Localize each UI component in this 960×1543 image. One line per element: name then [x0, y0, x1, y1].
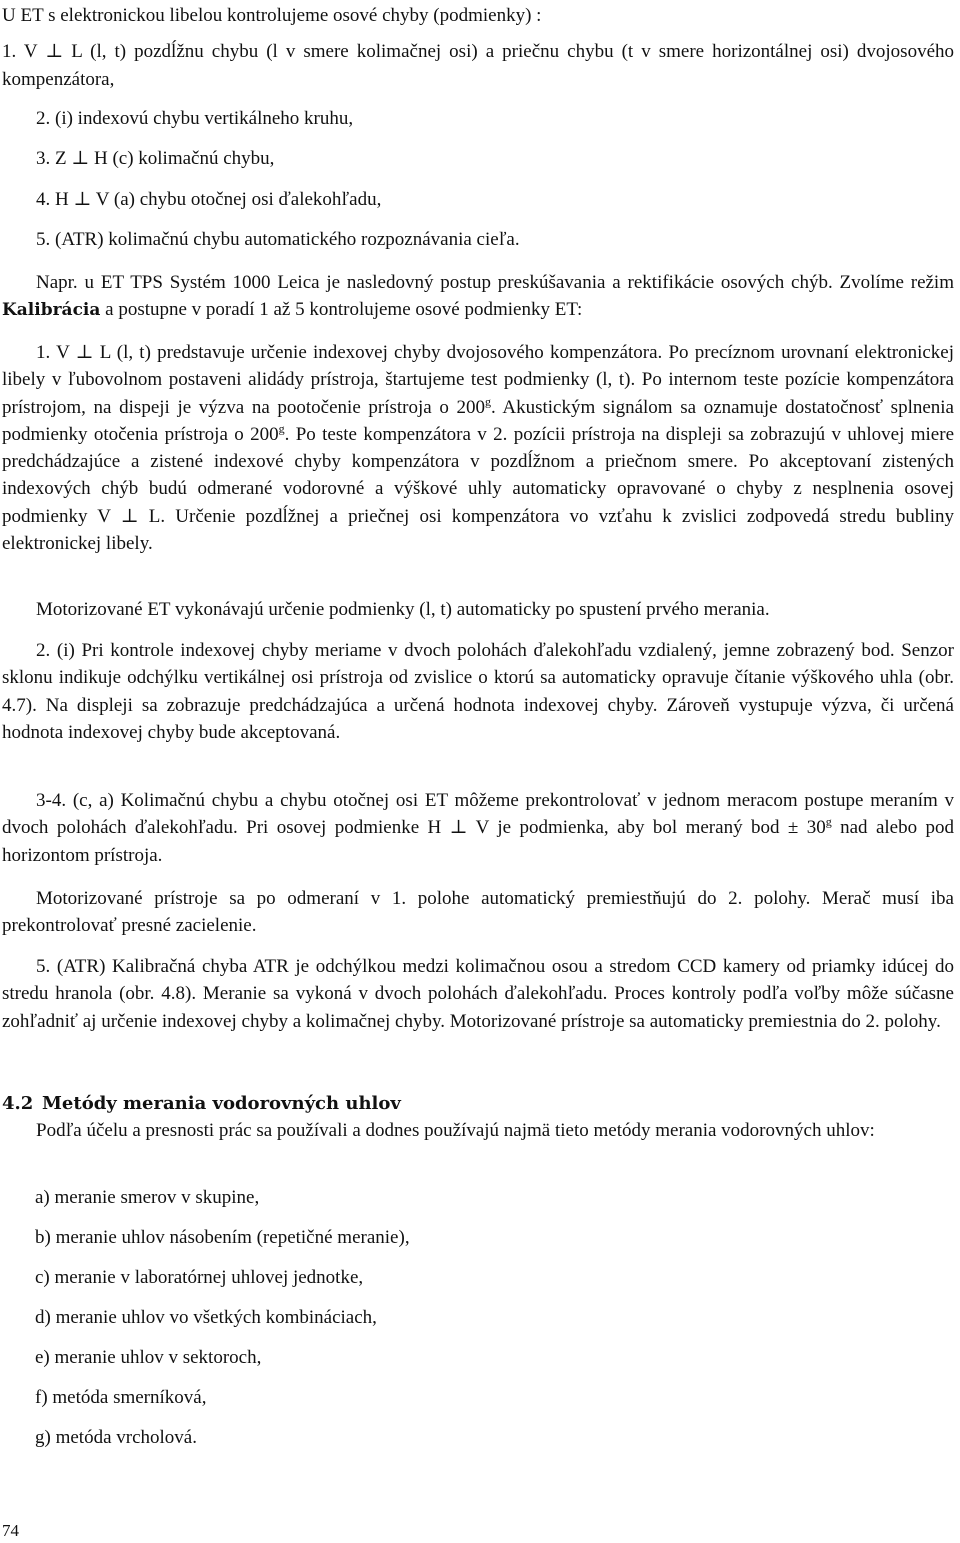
napr-paragraph: Napr. u ET TPS Systém 1000 Leica je nasledovný postup preskúšavania a rektifikácie osových chýb. Zvolíme režim Kalibrácia a postupne v poradí 1 až 5 kontrolujeme osové podmienky ET: — [2, 272, 954, 321]
condition-1 — [2, 38, 954, 94]
section-5-paragraph: 5. (ATR) Kalibračná chyba ATR je odchýlkou medzi kolimačnou osou a stredom CCD kamery od priamky idúcej do stredu hranola (obr. 4.8). Meranie sa vykoná v dvoch polohách ďalekohľadu. Proces kontroly podľa voľby môže súčasne zohľadniť aj určenie indexovej chyby a kolimačnej chyby. Motorizované prístroje sa automaticky premiestnia do 2. polohy. — [2, 956, 954, 1032]
section-3-4-paragraph: 3-4. (c, a) Kolimačnú chybu a chybu otočnej osi ET môžeme prekontrolovať v jednom meracom postupe meraním v dvoch polohách ďalekohľadu. Pri osovej podmienke H ⊥ V je podmienka, aby bol meraný bod ± $30^g$ nad alebo pod horizontom prístroja. — [2, 790, 955, 866]
section-heading-number: 4.2 — [2, 1093, 34, 1114]
intro-line: U ET s elektronickou libelou kontrolujeme osové chyby (podmienky) : — [2, 5, 542, 26]
methods-intro: Podľa účelu a presnosti prác sa používali a dodnes používajú najmä tieto metódy merania vodorovných uhlov: — [36, 1120, 875, 1141]
method-a: a) meranie smerov v skupine, — [35, 1187, 260, 1208]
method-f: f) metóda smerníková, — [35, 1387, 207, 1408]
method-d: d) meranie uhlov vo všetkých kombináciach, — [35, 1307, 377, 1328]
section-2-paragraph: 2. (i) Pri kontrole indexovej chyby meriame v dvoch polohách ďalekohľadu vzdialený, jemne zobrazený bod. Senzor sklonu indikuje odchýlku vertikálnej osi prístroja od zvislice o ktorú sa automaticky opravuje čítanie výškového uhla (obr. 4.7). Na displeji sa zobrazuje predchádzajúca a určená hodnota indexovej chyby. Zároveň vystupuje výzva, či určená hodnota indexovej chyby bude akceptovaná. — [2, 640, 954, 743]
section-heading — [2, 1090, 401, 1117]
condition-2: 2. (i) indexovú chybu vertikálneho kruhu, — [36, 108, 354, 129]
condition-1-text: 1. V ⊥ L (l, t) pozdĺžnu chybu (l v smere kolimačnej osi) a priečnu chybu (t v smere horizontálnej osi) dvojosového kompenzátora, — [2, 41, 954, 90]
condition-3: 3. Z ⊥ H (c) kolimačnú chybu, — [36, 148, 275, 169]
condition-5: 5. (ATR) kolimačnú chybu automatického rozpoznávania cieľa. — [36, 229, 520, 250]
section-heading-title: Metódy merania vodorovných uhlov — [42, 1093, 401, 1114]
method-b: b) meranie uhlov násobením (repetičné meranie), — [35, 1227, 410, 1248]
method-e: e) meranie uhlov v sektoroch, — [35, 1347, 262, 1368]
section-3-4-motor-paragraph: Motorizované prístroje sa po odmeraní v 1. polohe automatický premiestňujú do 2. polohy. Merač musí iba prekontrolovať presné zacielenie. — [2, 888, 954, 937]
page-number: 74 — [2, 1521, 19, 1540]
condition-4: 4. H ⊥ V (a) chybu otočnej osi ďalekohľadu, — [36, 189, 382, 210]
method-g: g) metóda vrcholová. — [35, 1427, 197, 1448]
section-1-paragraph: 1. V ⊥ L (l, t) predstavuje určenie indexovej chyby dvojosového kompenzátora. Po precíznom urovnaní elektronickej libely v ľubovolnom postaveni alidády prístroja, štartujeme test podmienky (l, t). Po internom teste pozície kompenzátora prístrojom, na dispeji je výzva na pootočenie prístroja o 200$^g$. Akustickým signálom sa oznamuje dostatočnosť splnenia podmienky otočenia prístroja o 200$^g$. Po teste kompenzátora v 2. pozícii prístroja na displeji sa zobrazujú v uhlovej miere predchádzajúce a zistené indexové chyby kompenzátora v pozdĺžnom a priečnom smere. Po akceptovaní zistených indexových chýb budú odmerané vodorovné a výškové uhly automaticky opravované o chyby z nesplnenia osovej podmienky V ⊥ L. Určenie pozdĺžnej a priečnej osi kompenzátora vo vzťahu k zvislici zodpovedá stredu bubliny elektronickej libely. — [2, 342, 955, 555]
method-c: c) meranie v laboratórnej uhlovej jednotke, — [35, 1267, 364, 1288]
section-1-motor-paragraph: Motorizované ET vykonávajú určenie podmienky (l, t) automaticky po spustení prvého merania. — [36, 599, 770, 620]
